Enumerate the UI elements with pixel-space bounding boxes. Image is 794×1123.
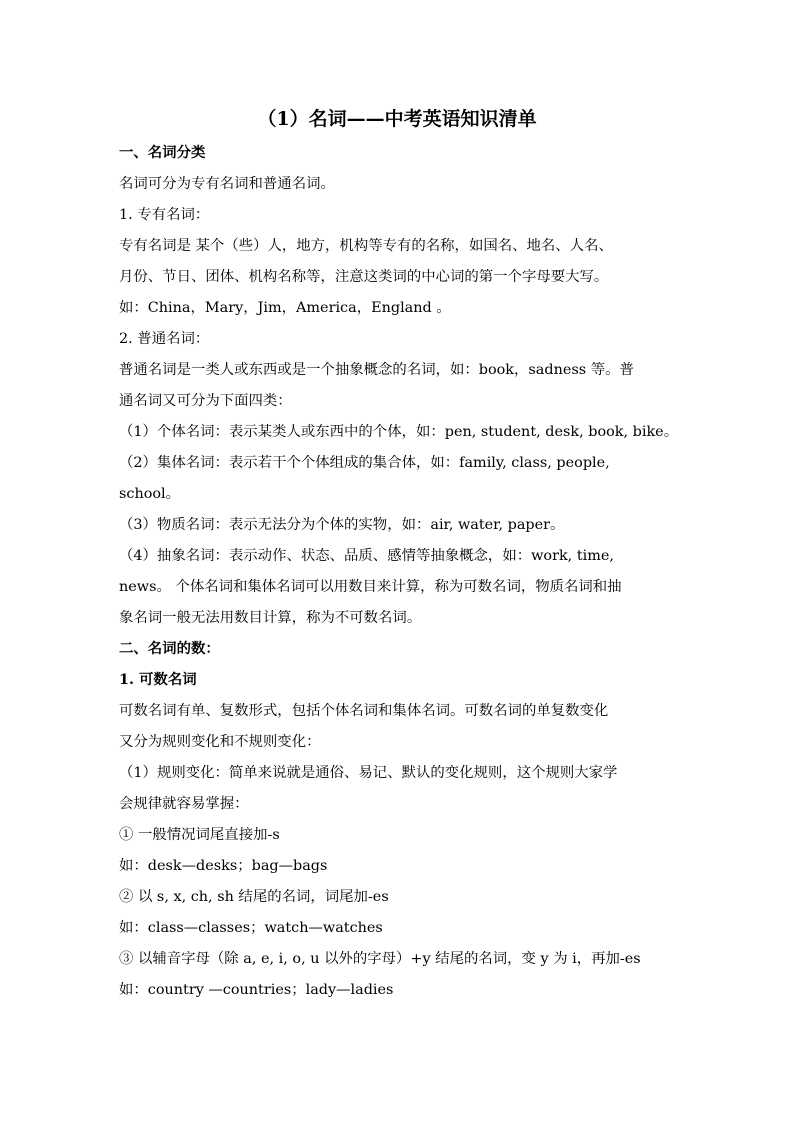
example-line: 如：China，Mary，Jim，America，England 。 bbox=[119, 300, 451, 316]
paragraph-line: news。 个体名词和集体名词可以用数目来计算，称为可数名词，物质名词和抽 bbox=[119, 579, 622, 595]
section-heading: 二、名词的数： bbox=[119, 640, 220, 657]
list-item: （1）个体名词：表示某类人或东西中的个体，如：pen, student, desk, book, bike。 bbox=[119, 424, 679, 440]
paragraph-line: 专有名词是 某个（些）人，地方，机构等专有的名称，如国名、地名、人名、 bbox=[119, 238, 613, 254]
section-heading: 一、名词分类 bbox=[119, 144, 206, 161]
example-line: 如：class—classes；watch—watches bbox=[119, 920, 383, 936]
list-item: （4）抽象名词：表示动作、状态、品质、感情等抽象概念，如：work, time, bbox=[119, 548, 614, 564]
paragraph-line: 会规律就容易掌握： bbox=[119, 796, 249, 812]
paragraph-line: 象名词一般无法用数目计算，称为不可数名词。 bbox=[119, 610, 422, 626]
paragraph-line: 名词可分为专有名词和普通名词。 bbox=[119, 176, 335, 192]
paragraph-line: 又分为规则变化和不规则变化： bbox=[119, 734, 321, 750]
paragraph-line: 月份、节日、团体、机构名称等，注意这类词的中心词的第一个字母要大写。 bbox=[119, 269, 609, 285]
rule-item: ③ 以辅音字母（除 a, e, i, o, u 以外的字母）+y 结尾的名词，变 y 为 i，再加-es bbox=[119, 951, 641, 967]
paragraph-line: 可数名词有单、复数形式，包括个体名词和集体名词。可数名词的单复数变化 bbox=[119, 703, 609, 719]
paragraph-line: 通名词又可分为下面四类： bbox=[119, 393, 292, 409]
list-item: （3）物质名词：表示无法分为个体的实物，如：air, water, paper。 bbox=[119, 517, 565, 533]
paragraph-line: 普通名词是一类人或东西或是一个抽象概念的名词，如：book，sadness 等。普 bbox=[119, 362, 634, 378]
list-item-continuation: school。 bbox=[119, 486, 181, 502]
subheading: 1. 可数名词 bbox=[119, 671, 197, 688]
example-line: 如：country —countries；lady—ladies bbox=[119, 982, 394, 998]
rule-item: ② 以 s, x, ch, sh 结尾的名词，词尾加-es bbox=[119, 889, 389, 905]
document-title: （1）名词——中考英语知识清单 bbox=[257, 108, 537, 130]
example-line: 如：desk—desks；bag—bags bbox=[119, 858, 328, 874]
list-item: （1）规则变化：简单来说就是通俗、易记、默认的变化规则，这个规则大家学 bbox=[119, 765, 618, 781]
subheading: 2. 普通名词： bbox=[119, 331, 210, 347]
list-item: （2）集体名词：表示若干个个体组成的集合体，如：family, class, people, bbox=[119, 455, 610, 471]
rule-item: ① 一般情况词尾直接加-s bbox=[119, 827, 280, 843]
subheading: 1. 专有名词： bbox=[119, 207, 210, 223]
